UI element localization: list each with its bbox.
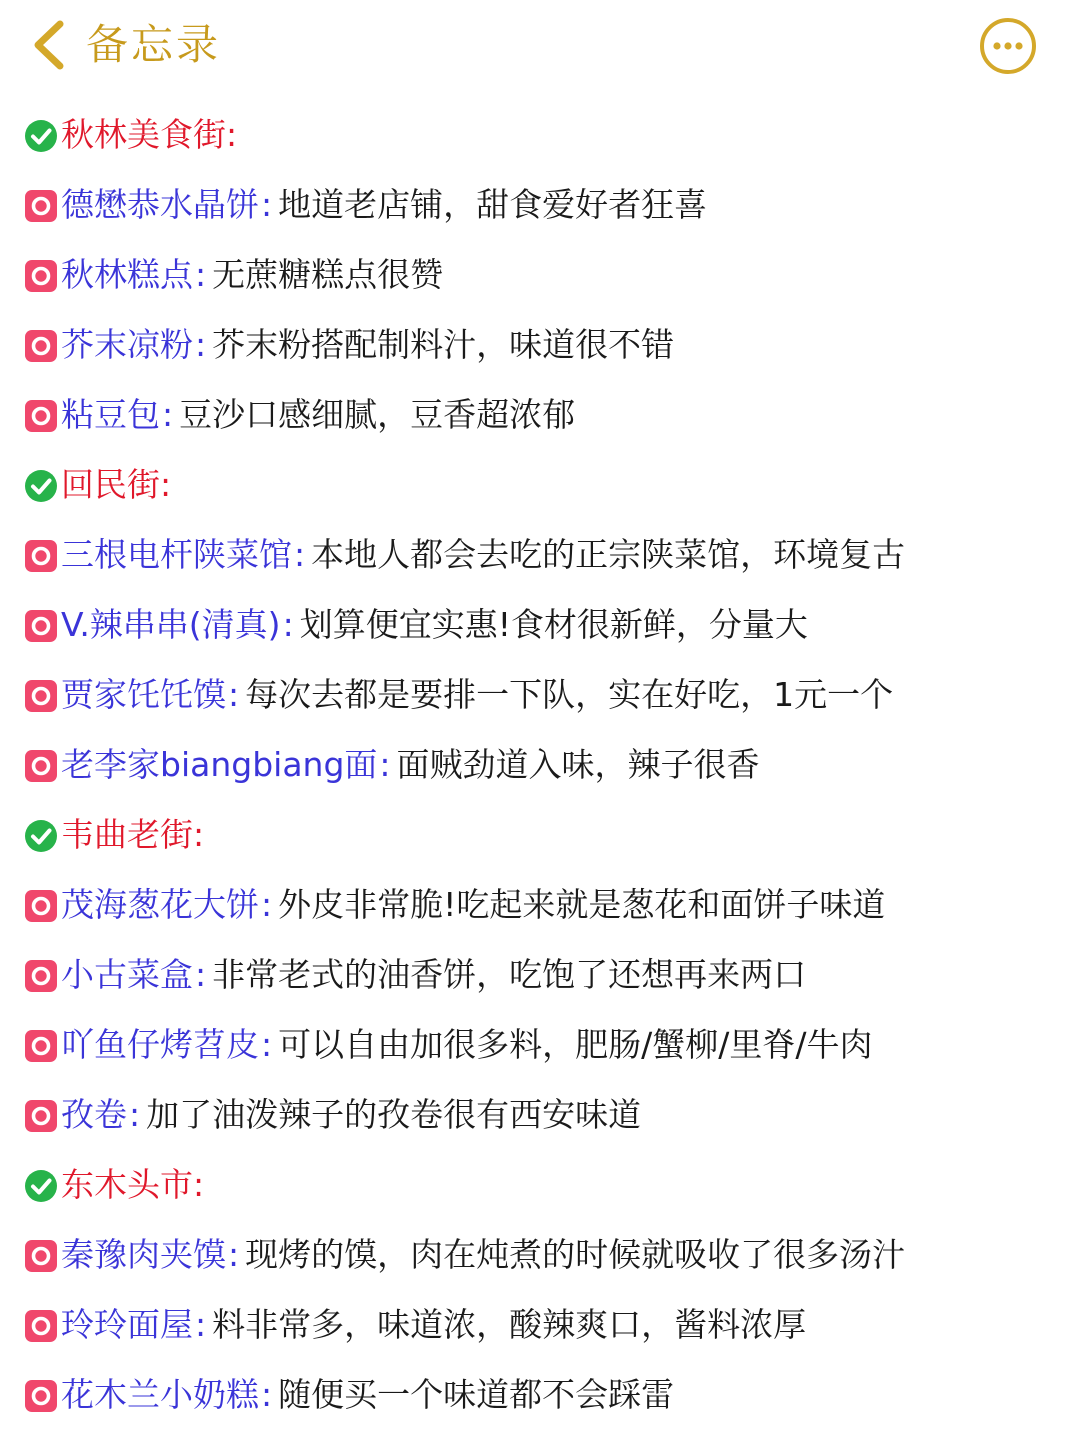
list-item: [0, 1290, 1080, 1360]
list-item: [0, 730, 1080, 800]
shop-name: 粘豆包: [61, 395, 160, 434]
section-title: 秋林美食街:: [61, 115, 238, 154]
bullet-icon: [24, 749, 58, 783]
check-circle-icon: [24, 1169, 58, 1203]
item-line: [61, 1220, 905, 1290]
section-title: 东木头市:: [61, 1165, 205, 1204]
colon-separator: :: [195, 255, 207, 294]
shop-name: 三根电杆陕菜馆: [61, 535, 292, 574]
colon-separator: :: [379, 745, 391, 784]
shop-name: 孜卷: [61, 1095, 127, 1134]
item-line: [61, 380, 575, 450]
colon-separator: :: [162, 395, 174, 434]
bullet-icon: [24, 889, 58, 923]
shop-name: 德懋恭水晶饼: [61, 185, 259, 224]
shop-name: 秦豫肉夹馍: [61, 1235, 226, 1274]
shop-description: 料非常多，味道浓，酸辣爽口，酱料浓厚: [212, 1305, 807, 1344]
shop-description: 现烤的馍，肉在炖煮的时候就吸收了很多汤汁: [245, 1235, 906, 1274]
list-item: [0, 590, 1080, 660]
section-header: [0, 800, 1080, 870]
shop-name: 小古菜盒: [61, 955, 193, 994]
bullet-icon: [24, 1029, 58, 1063]
section-title: 回民街:: [61, 465, 172, 504]
bullet-icon: [24, 1239, 58, 1273]
shop-description: 每次去都是要排一下队，实在好吃，1元一个: [245, 675, 894, 714]
item-line: [61, 590, 808, 660]
list-item: [0, 170, 1080, 240]
back-button[interactable]: [28, 18, 72, 72]
list-item: [0, 310, 1080, 380]
list-item: [0, 1010, 1080, 1080]
section-header: [0, 1150, 1080, 1220]
item-line: [61, 730, 760, 800]
item-line: [61, 170, 707, 240]
item-line: [61, 520, 905, 590]
shop-description: 外皮非常脆!吃起来就是葱花和面饼子味道: [278, 885, 886, 924]
bullet-icon: [24, 1379, 58, 1413]
shop-name: 秋林糕点: [61, 255, 193, 294]
shop-description: 豆沙口感细腻，豆香超浓郁: [179, 395, 576, 434]
shop-name: 老李家biangbiang面: [61, 745, 378, 784]
bullet-icon: [24, 259, 58, 293]
list-item: [0, 870, 1080, 940]
list-item: [0, 940, 1080, 1010]
list-item: [0, 1220, 1080, 1290]
memo-list: [0, 100, 1080, 1430]
section-title: 韦曲老街:: [61, 815, 205, 854]
item-line: [61, 870, 885, 940]
shop-description: 加了油泼辣子的孜卷很有西安味道: [146, 1095, 642, 1134]
list-item: [0, 520, 1080, 590]
shop-name: 芥末凉粉: [61, 325, 193, 364]
colon-separator: :: [228, 1235, 240, 1274]
more-options-button[interactable]: [978, 16, 1038, 76]
colon-separator: :: [261, 885, 273, 924]
colon-separator: :: [195, 955, 207, 994]
bullet-icon: [24, 1309, 58, 1343]
colon-separator: :: [195, 1305, 207, 1344]
item-line: [61, 240, 443, 310]
bullet-icon: [24, 679, 58, 713]
check-circle-icon: [24, 469, 58, 503]
colon-separator: :: [282, 605, 294, 644]
section-line: [61, 100, 237, 170]
check-circle-icon: [24, 819, 58, 853]
list-item: [0, 380, 1080, 450]
shop-description: 非常老式的油香饼，吃饱了还想再来两口: [212, 955, 807, 994]
list-item: [0, 1360, 1080, 1430]
bullet-icon: [24, 1099, 58, 1133]
page-title: 备忘录: [86, 20, 222, 69]
colon-separator: :: [129, 1095, 141, 1134]
list-item: [0, 1080, 1080, 1150]
section-header: [0, 100, 1080, 170]
section-line: [61, 800, 204, 870]
header-bar: [0, 0, 1080, 95]
colon-separator: :: [228, 675, 240, 714]
bullet-icon: [24, 189, 58, 223]
list-item: [0, 240, 1080, 310]
item-line: [61, 1010, 872, 1080]
item-line: [61, 660, 893, 730]
shop-name: 花木兰小奶糕: [61, 1375, 259, 1414]
shop-name: 贾家饦饦馍: [61, 675, 226, 714]
shop-description: 芥末粉搭配制料汁，味道很不错: [212, 325, 675, 364]
list-item: [0, 660, 1080, 730]
colon-separator: :: [195, 325, 207, 364]
shop-name: 茂海葱花大饼: [61, 885, 259, 924]
bullet-icon: [24, 399, 58, 433]
colon-separator: :: [261, 185, 273, 224]
item-line: [61, 940, 806, 1010]
more-horizontal-icon: [978, 16, 1038, 76]
shop-description: 地道老店铺，甜食爱好者狂喜: [278, 185, 708, 224]
section-header: [0, 450, 1080, 520]
shop-description: 划算便宜实惠!食材很新鲜，分量大: [299, 605, 808, 644]
check-circle-icon: [24, 119, 58, 153]
shop-description: 无蔗糖糕点很赞: [212, 255, 444, 294]
shop-name: 玲玲面屋: [61, 1305, 193, 1344]
bullet-icon: [24, 539, 58, 573]
shop-name: 吖鱼仔烤苕皮: [61, 1025, 259, 1064]
item-line: [61, 1360, 674, 1430]
shop-description: 随便买一个味道都不会踩雷: [278, 1375, 675, 1414]
item-line: [61, 1290, 806, 1360]
section-line: [61, 1150, 204, 1220]
colon-separator: :: [261, 1375, 273, 1414]
bullet-icon: [24, 329, 58, 363]
section-line: [61, 450, 171, 520]
chevron-left-icon: [28, 18, 72, 72]
bullet-icon: [24, 959, 58, 993]
shop-description: 面贼劲道入味，辣子很香: [396, 745, 760, 784]
shop-description: 本地人都会去吃的正宗陕菜馆，环境复古: [311, 535, 906, 574]
item-line: [61, 310, 674, 380]
shop-name: V.辣串串(清真): [61, 605, 281, 644]
colon-separator: :: [294, 535, 306, 574]
shop-description: 可以自由加很多料，肥肠/蟹柳/里脊/牛肉: [278, 1025, 873, 1064]
colon-separator: :: [261, 1025, 273, 1064]
item-line: [61, 1080, 641, 1150]
bullet-icon: [24, 609, 58, 643]
